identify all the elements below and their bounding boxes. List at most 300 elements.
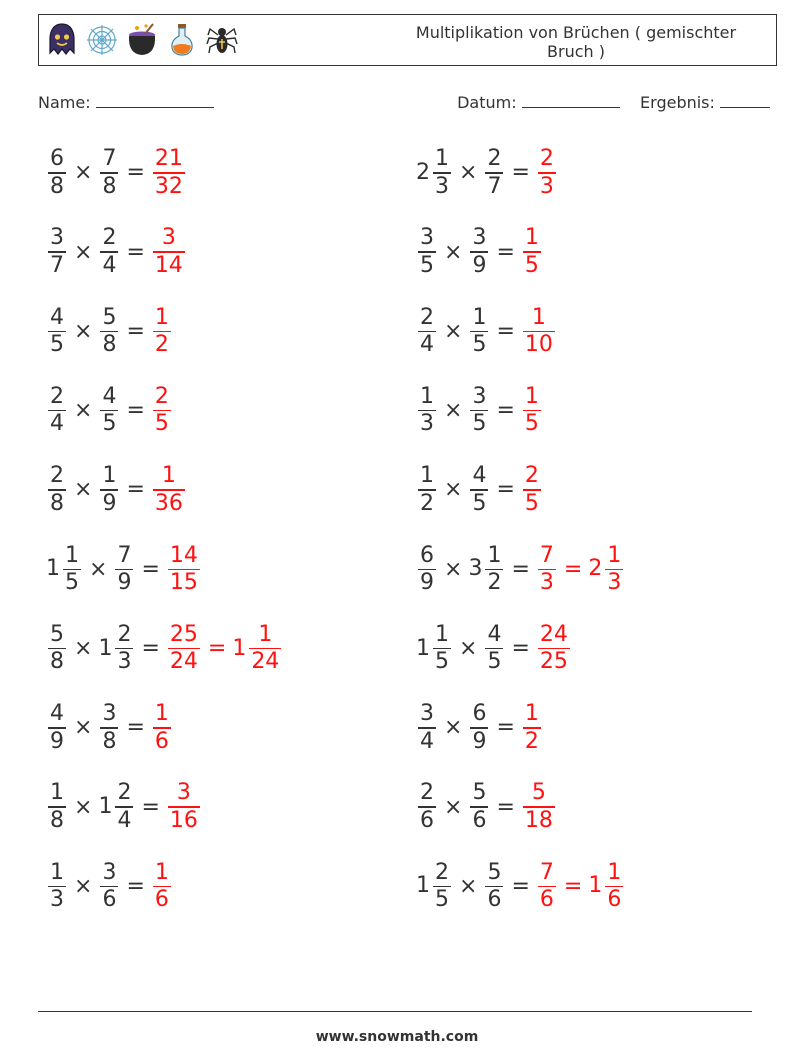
denominator: 9 (117, 570, 132, 595)
numerator: 21 (154, 146, 183, 171)
times-sign: × (444, 715, 463, 741)
fraction (418, 384, 436, 438)
denominator: 8 (102, 173, 117, 199)
mixed-number (98, 146, 120, 200)
equals-sign: = (126, 160, 145, 186)
numerator: 2 (117, 780, 132, 806)
numerator: 2 (102, 225, 117, 251)
mixed-number (416, 146, 453, 200)
mixed-number (521, 780, 557, 834)
times-sign: × (444, 556, 463, 582)
answer (521, 463, 543, 517)
denominator: 5 (65, 570, 79, 595)
mixed-number (98, 463, 120, 517)
denominator: 4 (117, 807, 132, 833)
mixed-number (46, 860, 68, 914)
numerator: 5 (487, 859, 502, 885)
answer (151, 305, 173, 359)
mixed-number (151, 146, 187, 200)
fraction (168, 622, 200, 676)
mixed-number (536, 146, 558, 200)
problem-item (416, 384, 543, 438)
mixed-number (98, 860, 120, 914)
mixed-number (416, 463, 438, 517)
mixed-number (46, 384, 68, 438)
problem-item (46, 384, 173, 438)
equals-sign: = (126, 318, 145, 344)
numerator: 4 (50, 304, 64, 330)
fraction (48, 860, 66, 914)
problem-item (46, 146, 187, 200)
times-sign: × (444, 398, 463, 424)
numerator: 1 (420, 463, 434, 489)
times-sign: × (74, 873, 93, 899)
fraction (433, 146, 451, 200)
denominator: 3 (539, 173, 554, 199)
footer-url: www.snowmath.com (315, 1029, 479, 1045)
denominator: 3 (50, 887, 64, 913)
numerator: 2 (50, 383, 64, 409)
equals-sign: = (563, 556, 583, 582)
mixed-number (166, 780, 202, 834)
answer (536, 622, 572, 676)
numerator: 1 (524, 225, 539, 251)
numerator: 1 (65, 542, 79, 568)
equals-sign: = (141, 636, 160, 662)
times-sign: × (459, 160, 478, 186)
denominator: 2 (420, 490, 434, 516)
numerator: 3 (176, 780, 191, 806)
fraction (168, 780, 200, 834)
denominator: 8 (50, 490, 64, 516)
fraction (523, 780, 555, 834)
mixed-number (151, 860, 173, 914)
equals-sign: = (511, 873, 530, 899)
problem-item (46, 225, 187, 279)
times-sign: × (74, 239, 93, 265)
mixed-number (98, 622, 135, 676)
numerator: 1 (487, 542, 502, 568)
answer (151, 384, 173, 438)
denominator: 5 (50, 332, 64, 358)
denominator: 6 (607, 887, 622, 913)
fraction (418, 701, 436, 755)
denominator: 5 (435, 887, 449, 913)
mixed-number (46, 543, 83, 597)
fraction (470, 780, 488, 834)
mixed-number (151, 384, 173, 438)
denominator: 8 (102, 332, 117, 358)
denominator: 5 (472, 332, 487, 358)
denominator: 36 (154, 490, 183, 516)
fraction (153, 701, 171, 755)
problem-item (46, 701, 173, 755)
mixed-number (113, 543, 135, 597)
numerator: 4 (487, 621, 502, 647)
numerator: 5 (50, 621, 64, 647)
denominator: 6 (539, 887, 554, 913)
mixed-number (166, 543, 202, 597)
equals-sign: = (496, 398, 515, 424)
problem-item (416, 780, 557, 834)
mixed-number (416, 860, 453, 914)
times-sign: × (444, 477, 463, 503)
whole-part: 1 (588, 873, 603, 899)
numerator: 2 (420, 780, 434, 806)
numerator: 5 (472, 780, 487, 806)
date-label: Datum: (457, 93, 517, 112)
denominator: 3 (607, 570, 622, 595)
problem-item (416, 701, 543, 755)
numerator: 1 (161, 463, 176, 489)
numerator: 25 (169, 621, 198, 647)
denominator: 2 (524, 728, 539, 754)
whole-part: 3 (468, 556, 483, 582)
fraction (418, 225, 436, 279)
times-sign: × (444, 239, 463, 265)
mixed-number (536, 543, 558, 597)
numerator: 1 (50, 859, 64, 885)
mixed-number (468, 701, 490, 755)
fraction (100, 146, 118, 200)
fraction (485, 543, 503, 597)
mixed-number (588, 543, 625, 597)
mixed-number (151, 305, 173, 359)
mixed-number (483, 622, 505, 676)
denominator: 4 (420, 332, 434, 358)
equals-sign: = (496, 715, 515, 741)
answer (166, 780, 202, 834)
fraction (418, 463, 436, 517)
denominator: 5 (487, 649, 502, 675)
numerator: 4 (50, 701, 64, 727)
equals-sign: = (207, 636, 227, 662)
numerator: 1 (524, 701, 539, 727)
denominator: 24 (169, 649, 198, 675)
fraction (153, 225, 185, 279)
whole-part: 1 (416, 635, 430, 661)
numerator: 1 (258, 621, 273, 647)
mixed-number (416, 780, 438, 834)
answer (151, 860, 173, 914)
fraction (538, 543, 556, 597)
numerator: 14 (169, 542, 198, 568)
answer (521, 701, 543, 755)
problem-item (46, 305, 173, 359)
fraction (538, 860, 556, 914)
mixed-number (483, 860, 505, 914)
mixed-number (46, 225, 68, 279)
whole-part: 2 (588, 556, 603, 582)
mixed-number (166, 622, 202, 676)
fraction (48, 780, 66, 834)
problem-item (46, 543, 202, 597)
times-sign: × (459, 636, 478, 662)
numerator: 5 (102, 304, 117, 330)
mixed-number (98, 384, 120, 438)
fraction (523, 384, 541, 438)
answer (521, 305, 557, 359)
denominator: 4 (420, 728, 434, 754)
mixed-number (536, 622, 572, 676)
fraction (153, 860, 171, 914)
denominator: 8 (50, 173, 64, 199)
mixed-number (483, 146, 505, 200)
mixed-number (468, 463, 490, 517)
fraction (470, 305, 488, 359)
denominator: 5 (435, 649, 449, 675)
mixed-number (416, 543, 438, 597)
numerator: 3 (50, 225, 64, 251)
fraction (48, 701, 66, 755)
denominator: 5 (472, 411, 487, 437)
numerator: 3 (472, 383, 487, 409)
denominator: 8 (50, 649, 64, 675)
denominator: 9 (102, 490, 117, 516)
answer (521, 384, 543, 438)
numerator: 2 (117, 621, 132, 647)
mixed-number (98, 305, 120, 359)
mixed-number (46, 146, 68, 200)
denominator: 4 (50, 411, 64, 437)
denominator: 16 (169, 807, 198, 833)
denominator: 8 (50, 807, 64, 833)
fraction (523, 305, 555, 359)
fraction (605, 860, 623, 914)
equals-sign: = (496, 239, 515, 265)
fraction (115, 543, 133, 597)
problem-item (416, 305, 557, 359)
numerator: 3 (102, 701, 117, 727)
denominator: 14 (154, 252, 183, 278)
answer (536, 146, 558, 200)
fraction (115, 780, 133, 834)
problem-item (416, 543, 625, 597)
numerator: 5 (531, 780, 546, 806)
answer (521, 780, 557, 834)
equals-sign: = (141, 556, 160, 582)
numerator: 2 (50, 463, 64, 489)
denominator: 18 (524, 807, 553, 833)
fraction (523, 701, 541, 755)
worksheet-title: Multiplikation von Brüchen ( gemischter Bruch ) (415, 23, 737, 61)
numerator: 3 (161, 225, 176, 251)
numerator: 6 (420, 542, 434, 568)
denominator: 7 (50, 252, 64, 278)
mixed-number (521, 701, 543, 755)
problem-item (416, 622, 572, 676)
equals-sign: = (496, 477, 515, 503)
times-sign: × (74, 160, 93, 186)
fraction (153, 305, 171, 359)
mixed-number (468, 384, 490, 438)
times-sign: × (74, 318, 93, 344)
denominator: 2 (154, 332, 169, 358)
denominator: 9 (472, 252, 487, 278)
fraction (100, 225, 118, 279)
numerator: 2 (435, 859, 449, 885)
denominator: 6 (487, 887, 502, 913)
denominator: 5 (472, 490, 487, 516)
mixed-number (468, 543, 505, 597)
mixed-number (46, 305, 68, 359)
numerator: 4 (472, 463, 487, 489)
fraction (168, 543, 200, 597)
result-label: Ergebnis: (640, 93, 715, 112)
whole-part: 1 (232, 635, 247, 661)
denominator: 9 (50, 728, 64, 754)
numerator: 1 (607, 859, 622, 885)
mixed-number (416, 384, 438, 438)
times-sign: × (74, 477, 93, 503)
mixed-number (151, 701, 173, 755)
numerator: 3 (102, 859, 117, 885)
problem-item (46, 463, 187, 517)
fraction (249, 622, 281, 676)
fraction (418, 543, 436, 597)
numerator: 7 (539, 859, 554, 885)
equals-sign: = (496, 794, 515, 820)
times-sign: × (89, 556, 108, 582)
mixed-number (416, 622, 453, 676)
numerator: 2 (154, 383, 169, 409)
denominator: 10 (524, 332, 553, 358)
times-sign: × (74, 398, 93, 424)
mixed-number (588, 860, 625, 914)
equals-sign: = (126, 477, 145, 503)
mixed-number (46, 780, 68, 834)
denominator: 6 (154, 887, 169, 913)
numerator: 1 (435, 621, 449, 647)
equals-sign: = (126, 239, 145, 265)
denominator: 5 (524, 252, 539, 278)
name-label: Name: (38, 93, 91, 112)
times-sign: × (74, 636, 93, 662)
numerator: 4 (102, 383, 117, 409)
denominator: 6 (472, 807, 487, 833)
fraction (48, 622, 66, 676)
fraction (470, 225, 488, 279)
problem-item (416, 463, 543, 517)
denominator: 3 (117, 649, 132, 675)
denominator: 5 (524, 490, 539, 516)
mixed-number (468, 225, 490, 279)
denominator: 32 (154, 173, 183, 199)
fraction (470, 701, 488, 755)
problem-item (416, 860, 625, 914)
whole-part: 1 (46, 556, 60, 582)
denominator: 5 (102, 411, 117, 437)
denominator: 5 (524, 411, 539, 437)
numerator: 1 (607, 542, 622, 568)
mixed-number (521, 225, 543, 279)
fraction (485, 622, 503, 676)
times-sign: × (444, 318, 463, 344)
denominator: 5 (154, 411, 169, 437)
numerator: 1 (154, 701, 169, 727)
fraction (48, 463, 66, 517)
problem-item (46, 860, 173, 914)
mixed-number (46, 463, 68, 517)
problem-item (46, 780, 202, 834)
equals-sign: = (141, 794, 160, 820)
denominator: 2 (487, 570, 502, 595)
fraction (100, 701, 118, 755)
fraction (115, 622, 133, 676)
equals-sign: = (496, 318, 515, 344)
fraction (523, 225, 541, 279)
denominator: 6 (420, 807, 434, 833)
numerator: 1 (154, 304, 169, 330)
denominator: 15 (169, 570, 198, 595)
mixed-number (521, 384, 543, 438)
equals-sign: = (563, 873, 583, 899)
fraction (153, 463, 185, 517)
fraction (470, 384, 488, 438)
denominator: 3 (539, 570, 554, 595)
numerator: 2 (420, 304, 434, 330)
fraction (485, 146, 503, 200)
numerator: 1 (154, 859, 169, 885)
equals-sign: = (511, 556, 530, 582)
numerator: 7 (117, 542, 132, 568)
times-sign: × (74, 715, 93, 741)
mixed-number (151, 225, 187, 279)
fraction (153, 384, 171, 438)
answer (151, 463, 187, 517)
answer (536, 543, 625, 597)
fraction (523, 463, 541, 517)
fraction (48, 225, 66, 279)
denominator: 6 (102, 887, 117, 913)
answer (521, 225, 543, 279)
answer (151, 225, 187, 279)
mixed-number (416, 305, 438, 359)
mixed-number (46, 701, 68, 755)
problem-item (416, 225, 543, 279)
whole-part: 1 (416, 873, 430, 899)
numerator: 2 (524, 463, 539, 489)
mixed-number (232, 622, 283, 676)
fraction (48, 384, 66, 438)
denominator: 7 (487, 173, 502, 199)
equals-sign: = (511, 160, 530, 186)
numerator: 6 (50, 146, 64, 171)
fraction (100, 463, 118, 517)
fraction (470, 463, 488, 517)
fraction (433, 860, 451, 914)
fraction (48, 305, 66, 359)
mixed-number (151, 463, 187, 517)
denominator: 3 (435, 173, 449, 199)
problem-item (46, 622, 283, 676)
fraction (605, 543, 623, 597)
mixed-number (416, 701, 438, 755)
numerator: 2 (539, 146, 554, 171)
equals-sign: = (126, 398, 145, 424)
footer-divider (38, 1011, 752, 1012)
numerator: 1 (435, 146, 449, 171)
times-sign: × (444, 794, 463, 820)
numerator: 1 (524, 383, 539, 409)
numerator: 2 (487, 146, 502, 171)
equals-sign: = (126, 873, 145, 899)
denominator: 5 (420, 252, 434, 278)
answer (166, 622, 283, 676)
denominator: 24 (251, 649, 280, 675)
denominator: 8 (102, 728, 117, 754)
fraction (538, 622, 570, 676)
